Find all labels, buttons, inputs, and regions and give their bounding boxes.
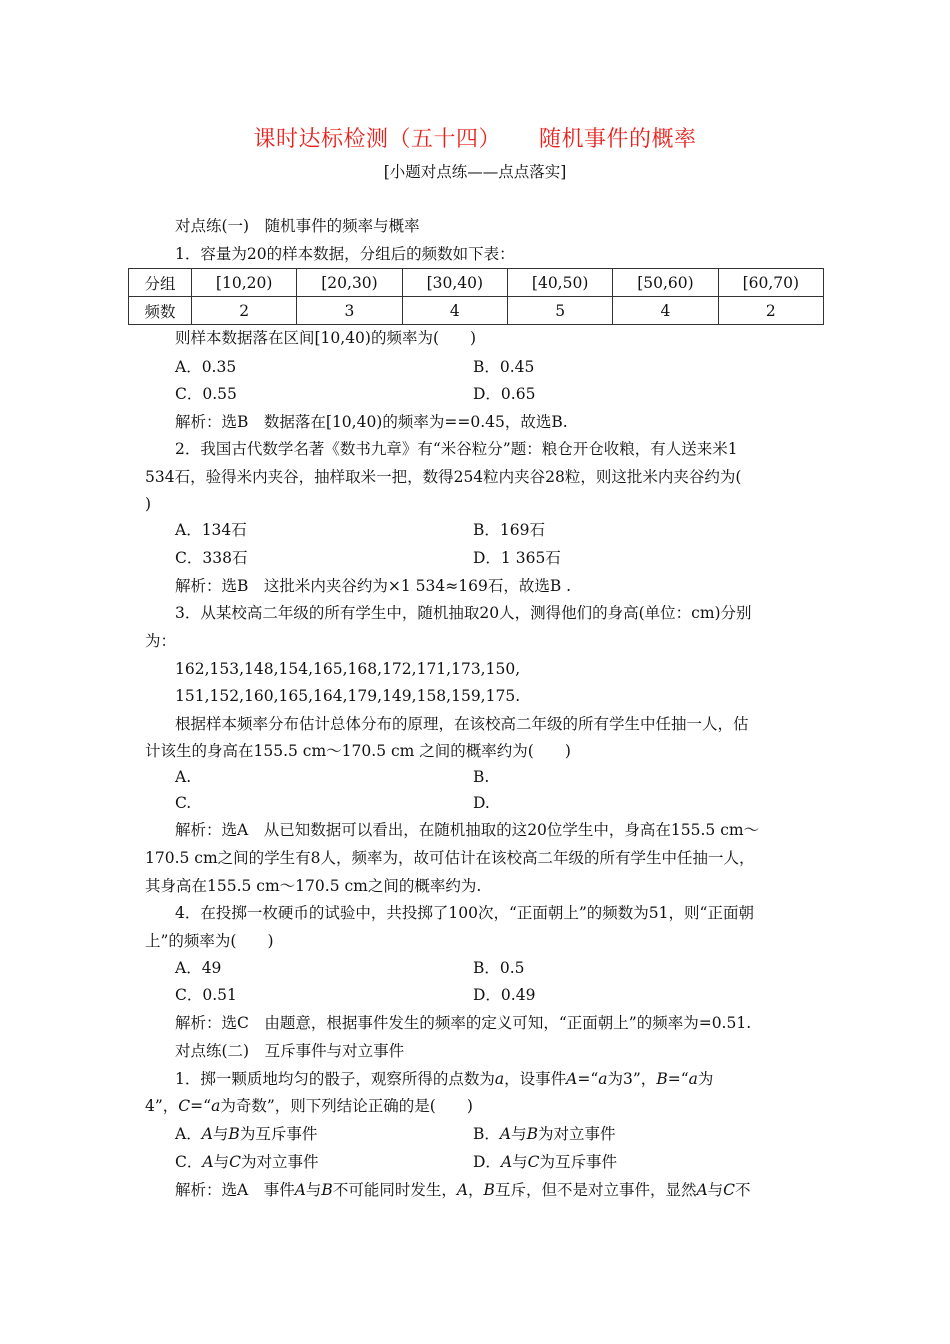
q3-option-d: D. [473, 794, 490, 812]
q1-option-d: D．0.65 [473, 385, 536, 403]
s2-q1-analysis: 解析：选A 事件A与B不可能同时发生，A，B互斥，但不是对立事件，显然A与C不 [175, 1181, 751, 1199]
q4-analysis: 解析：选C 由题意，根据事件发生的频率的定义可知，“正面朝上”的频率为=0.51. [175, 1014, 752, 1032]
q4-option-d: D．0.49 [473, 986, 536, 1004]
table-row-header: 分组 [129, 269, 192, 297]
q1-option-c: C．0.55 [175, 385, 237, 403]
q3-option-a: A. [175, 768, 192, 786]
q3-line4: 计该生的身高在155.5 cm～170.5 cm 之间的概率约为( ) [145, 742, 571, 760]
q2-option-b: B．169石 [473, 521, 545, 539]
table-cell: 4 [402, 297, 507, 325]
table-row-header: 频数 [129, 297, 192, 325]
table-row [129, 269, 824, 297]
q3-analysis-1: 解析：选A 从已知数据可以看出，在随机抽取的这20位学生中，身高在155.5 cm～ [175, 821, 760, 839]
q1-option-a: A．0.35 [175, 358, 237, 376]
q2-option-d: D．1 365石 [473, 549, 561, 567]
q2-line1: 2．我国古代数学名著《数书九章》有“米谷粒分”题：粮仓开仓收粮，有人送来米1 [175, 440, 738, 458]
q1-ask: 则样本数据落在区间[10,40)的频率为( ) [175, 329, 477, 347]
q2-line2: 534石，验得米内夹谷，抽样取米一把，数得254粒内夹谷28粒，则这批米内夹谷约为( [145, 468, 742, 486]
s2-q1-option-d: D．A与C为互斥事件 [473, 1153, 618, 1171]
section2-heading: 对点练(二) 互斥事件与对立事件 [175, 1042, 405, 1060]
table-row [129, 297, 824, 325]
frequency-table [128, 268, 824, 325]
q1-option-b: B．0.45 [473, 358, 535, 376]
table-cell: 2 [192, 297, 297, 325]
table-cell: 4 [613, 297, 718, 325]
table-cell: [30,40) [402, 269, 507, 297]
section1-heading: 对点练(一) 随机事件的频率与概率 [175, 217, 420, 235]
q3-analysis-3: 其身高在155.5 cm～170.5 cm之间的概率约为. [145, 877, 482, 895]
q2-option-c: C．338石 [175, 549, 248, 567]
s2-q1-line2: 4”，C=“a为奇数”，则下列结论正确的是( ) [145, 1097, 473, 1115]
q2-option-a: A．134石 [175, 521, 247, 539]
table-cell: [40,50) [507, 269, 612, 297]
q4-option-a: A．49 [175, 959, 222, 977]
table-cell: [60,70) [718, 269, 823, 297]
q3-analysis-2: 170.5 cm之间的学生有8人，频率为，故可估计在该校高二年级的所有学生中任抽一人， [145, 849, 755, 867]
table-cell: [50,60) [613, 269, 718, 297]
q1-stem: 1．容量为20的样本数据，分组后的频数如下表： [175, 245, 515, 263]
q2-line3: ) [145, 495, 152, 513]
q3-option-c: C. [175, 794, 192, 812]
table-cell: 2 [718, 297, 823, 325]
q3-line2: 为： [145, 632, 177, 650]
q4-option-c: C．0.51 [175, 986, 237, 1004]
q4-line1: 4．在投掷一枚硬币的试验中，共投掷了100次，“正面朝上”的频数为51，则“正面朝 [175, 904, 754, 922]
table-cell: 3 [297, 297, 402, 325]
title-part2: 随机事件的概率 [539, 127, 697, 152]
page-title [0, 122, 950, 153]
q1-analysis: 解析：选B 数据落在[10,40)的频率为==0.45，故选B. [175, 413, 568, 431]
q3-option-b: B. [473, 768, 490, 786]
s2-q1-option-b: B．A与B为对立事件 [473, 1125, 616, 1143]
q3-data1: 162,153,148,154,165,168,172,171,173,150, [175, 660, 521, 678]
q2-analysis: 解析：选B 这批米内夹谷约为×1 534≈169石，故选B . [175, 577, 572, 595]
table-cell: [20,30) [297, 269, 402, 297]
table-cell: [10,20) [192, 269, 297, 297]
table-cell: 5 [507, 297, 612, 325]
s2-q1-option-c: C．A与C为对立事件 [175, 1153, 319, 1171]
s2-q1-option-a: A．A与B为互斥事件 [175, 1125, 318, 1143]
q4-line2: 上”的频率为( ) [145, 932, 274, 950]
s2-q1-line1: 1．掷一颗质地均匀的骰子，观察所得的点数为a，设事件A=“a为3”，B=“a为 [175, 1070, 714, 1088]
q3-line1: 3．从某校高二年级的所有学生中，随机抽取20人，测得他们的身高(单位：cm)分别 [175, 604, 752, 622]
page-subtitle: [小题对点练——点点落实] [383, 163, 567, 181]
q4-option-b: B．0.5 [473, 959, 525, 977]
q3-data2: 151,152,160,165,164,179,149,158,159,175. [175, 687, 521, 705]
q3-line3: 根据样本频率分布估计总体分布的原理，在该校高二年级的所有学生中任抽一人，估 [175, 715, 749, 733]
title-part1: 课时达标检测（五十四） [253, 127, 501, 152]
